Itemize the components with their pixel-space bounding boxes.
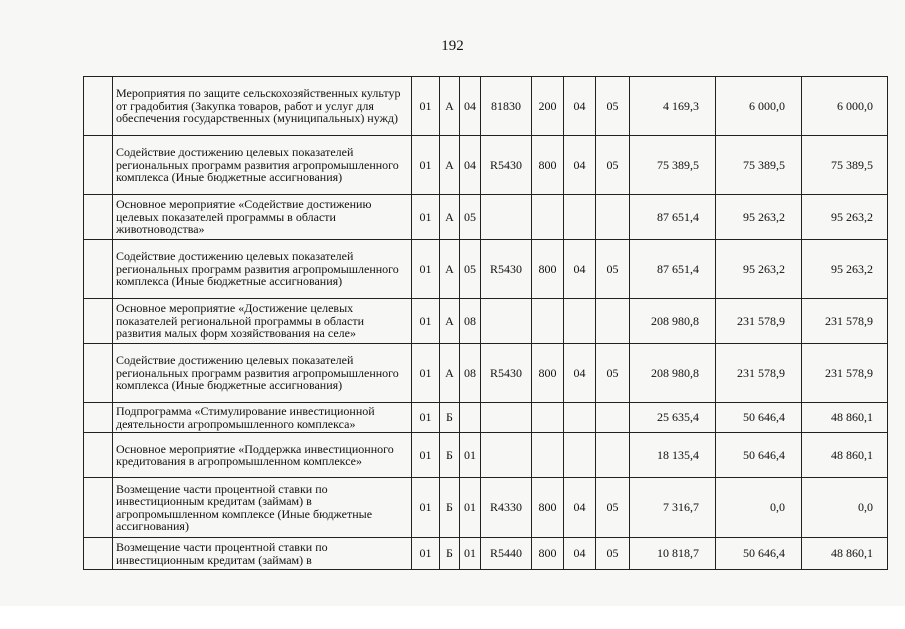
code-direction: R5430 bbox=[481, 240, 532, 299]
amount-year-3: 48 860,1 bbox=[802, 433, 888, 478]
code-event: 01 bbox=[460, 478, 481, 538]
code-subprogram: Б bbox=[440, 403, 460, 433]
code-event: 05 bbox=[460, 240, 481, 299]
row-index-cell bbox=[84, 538, 113, 570]
code-event: 05 bbox=[460, 195, 481, 240]
item-name: Содействие достижению целевых показателей региональных программ развития агропромышленного комплекса (Иные бюджетные ассигнования) bbox=[113, 240, 412, 299]
amount-year-1: 208 980,8 bbox=[630, 344, 716, 403]
row-index-cell bbox=[84, 240, 113, 299]
amount-year-1: 87 651,4 bbox=[630, 195, 716, 240]
code-subprogram: А bbox=[440, 344, 460, 403]
amount-year-1: 87 651,4 bbox=[630, 240, 716, 299]
code-program: 01 bbox=[412, 538, 440, 570]
code-subsection bbox=[596, 195, 630, 240]
code-event: 01 bbox=[460, 538, 481, 570]
code-program: 01 bbox=[412, 77, 440, 136]
code-subsection bbox=[596, 403, 630, 433]
row-index-cell bbox=[84, 344, 113, 403]
row-index-cell bbox=[84, 299, 113, 344]
code-subsection: 05 bbox=[596, 344, 630, 403]
table-row bbox=[84, 403, 888, 433]
code-event: 01 bbox=[460, 433, 481, 478]
code-event: 04 bbox=[460, 77, 481, 136]
item-name: Содействие достижению целевых показателей региональных программ развития агропромышленного комплекса (Иные бюджетные ассигнования) bbox=[113, 136, 412, 195]
code-section bbox=[564, 433, 596, 478]
amount-year-1: 75 389,5 bbox=[630, 136, 716, 195]
amount-year-3: 231 578,9 bbox=[802, 344, 888, 403]
code-subsection: 05 bbox=[596, 538, 630, 570]
page-number: 192 bbox=[441, 38, 464, 54]
code-event: 04 bbox=[460, 136, 481, 195]
row-index-cell bbox=[84, 195, 113, 240]
item-name: Подпрограмма «Стимулирование инвестиционной деятельности агропромышленного комплекса» bbox=[113, 403, 412, 433]
code-direction bbox=[481, 195, 532, 240]
code-program: 01 bbox=[412, 240, 440, 299]
amount-year-1: 18 135,4 bbox=[630, 433, 716, 478]
code-event: 08 bbox=[460, 344, 481, 403]
code-expense-type: 800 bbox=[532, 538, 564, 570]
amount-year-2: 0,0 bbox=[716, 478, 802, 538]
code-direction: R5440 bbox=[481, 538, 532, 570]
code-event bbox=[460, 403, 481, 433]
code-subsection: 05 bbox=[596, 240, 630, 299]
code-expense-type bbox=[532, 433, 564, 478]
code-program: 01 bbox=[412, 136, 440, 195]
code-expense-type: 800 bbox=[532, 136, 564, 195]
code-direction bbox=[481, 403, 532, 433]
code-subprogram: А bbox=[440, 299, 460, 344]
item-name: Возмещение части процентной ставки по инвестиционным кредитам (займам) в bbox=[113, 538, 412, 570]
amount-year-2: 50 646,4 bbox=[716, 433, 802, 478]
code-program: 01 bbox=[412, 299, 440, 344]
code-program: 01 bbox=[412, 478, 440, 538]
code-expense-type: 800 bbox=[532, 478, 564, 538]
code-subsection: 05 bbox=[596, 478, 630, 538]
code-program: 01 bbox=[412, 403, 440, 433]
row-index-cell bbox=[84, 433, 113, 478]
row-index-cell bbox=[84, 478, 113, 538]
item-name: Основное мероприятие «Достижение целевых показателей региональной программы в области развития малых форм хозяйствования на селе» bbox=[113, 299, 412, 344]
row-index-cell bbox=[84, 403, 113, 433]
table-row bbox=[84, 195, 888, 240]
amount-year-2: 231 578,9 bbox=[716, 344, 802, 403]
table-row bbox=[84, 299, 888, 344]
code-section: 04 bbox=[564, 344, 596, 403]
table-row bbox=[84, 433, 888, 478]
code-direction: 81830 bbox=[481, 77, 532, 136]
amount-year-2: 95 263,2 bbox=[716, 195, 802, 240]
code-subprogram: А bbox=[440, 77, 460, 136]
code-expense-type bbox=[532, 299, 564, 344]
code-program: 01 bbox=[412, 433, 440, 478]
table-row bbox=[84, 344, 888, 403]
table-row bbox=[84, 136, 888, 195]
table-row bbox=[84, 478, 888, 538]
item-name: Основное мероприятие «Поддержка инвестиционного кредитования в агропромышленном комплексе» bbox=[113, 433, 412, 478]
amount-year-2: 95 263,2 bbox=[716, 240, 802, 299]
code-expense-type: 200 bbox=[532, 77, 564, 136]
code-section bbox=[564, 403, 596, 433]
budget-table bbox=[83, 76, 888, 570]
amount-year-2: 6 000,0 bbox=[716, 77, 802, 136]
code-direction: R5430 bbox=[481, 136, 532, 195]
code-direction bbox=[481, 299, 532, 344]
amount-year-3: 48 860,1 bbox=[802, 538, 888, 570]
amount-year-3: 6 000,0 bbox=[802, 77, 888, 136]
code-direction bbox=[481, 433, 532, 478]
amount-year-3: 95 263,2 bbox=[802, 195, 888, 240]
amount-year-3: 0,0 bbox=[802, 478, 888, 538]
code-direction: R4330 bbox=[481, 478, 532, 538]
code-section bbox=[564, 299, 596, 344]
code-section bbox=[564, 195, 596, 240]
code-direction: R5430 bbox=[481, 344, 532, 403]
code-subsection bbox=[596, 433, 630, 478]
table-row bbox=[84, 240, 888, 299]
amount-year-1: 25 635,4 bbox=[630, 403, 716, 433]
amount-year-1: 4 169,3 bbox=[630, 77, 716, 136]
item-name: Содействие достижению целевых показателей региональных программ развития агропромышленного комплекса (Иные бюджетные ассигнования) bbox=[113, 344, 412, 403]
code-section: 04 bbox=[564, 77, 596, 136]
code-section: 04 bbox=[564, 136, 596, 195]
code-program: 01 bbox=[412, 344, 440, 403]
amount-year-1: 208 980,8 bbox=[630, 299, 716, 344]
amount-year-2: 231 578,9 bbox=[716, 299, 802, 344]
code-subprogram: А bbox=[440, 240, 460, 299]
item-name: Мероприятия по защите сельскохозяйственных культур от градобития (Закупка товаров, работ и услуг для обеспечения государственных (муниципальных) нужд) bbox=[113, 77, 412, 136]
code-expense-type bbox=[532, 195, 564, 240]
amount-year-2: 75 389,5 bbox=[716, 136, 802, 195]
amount-year-3: 48 860,1 bbox=[802, 403, 888, 433]
code-subprogram: Б bbox=[440, 478, 460, 538]
code-section: 04 bbox=[564, 240, 596, 299]
page-bottom-margin bbox=[0, 606, 905, 629]
row-index-cell bbox=[84, 77, 113, 136]
code-expense-type bbox=[532, 403, 564, 433]
amount-year-3: 95 263,2 bbox=[802, 240, 888, 299]
code-expense-type: 800 bbox=[532, 344, 564, 403]
row-index-cell bbox=[84, 136, 113, 195]
table-row bbox=[84, 77, 888, 136]
code-event: 08 bbox=[460, 299, 481, 344]
code-subprogram: Б bbox=[440, 538, 460, 570]
item-name: Возмещение части процентной ставки по инвестиционным кредитам (займам) в агропромышленном комплексе (Иные бюджетные ассигнования) bbox=[113, 478, 412, 538]
code-subprogram: Б bbox=[440, 433, 460, 478]
amount-year-2: 50 646,4 bbox=[716, 403, 802, 433]
code-section: 04 bbox=[564, 538, 596, 570]
code-program: 01 bbox=[412, 195, 440, 240]
amount-year-3: 231 578,9 bbox=[802, 299, 888, 344]
amount-year-2: 50 646,4 bbox=[716, 538, 802, 570]
code-subprogram: А bbox=[440, 195, 460, 240]
code-subsection bbox=[596, 299, 630, 344]
amount-year-3: 75 389,5 bbox=[802, 136, 888, 195]
code-section: 04 bbox=[564, 478, 596, 538]
code-subsection: 05 bbox=[596, 77, 630, 136]
amount-year-1: 10 818,7 bbox=[630, 538, 716, 570]
code-subprogram: А bbox=[440, 136, 460, 195]
code-expense-type: 800 bbox=[532, 240, 564, 299]
amount-year-1: 7 316,7 bbox=[630, 478, 716, 538]
item-name: Основное мероприятие «Содействие достижению целевых показателей программы в области животноводства» bbox=[113, 195, 412, 240]
table-row bbox=[84, 538, 888, 570]
code-subsection: 05 bbox=[596, 136, 630, 195]
